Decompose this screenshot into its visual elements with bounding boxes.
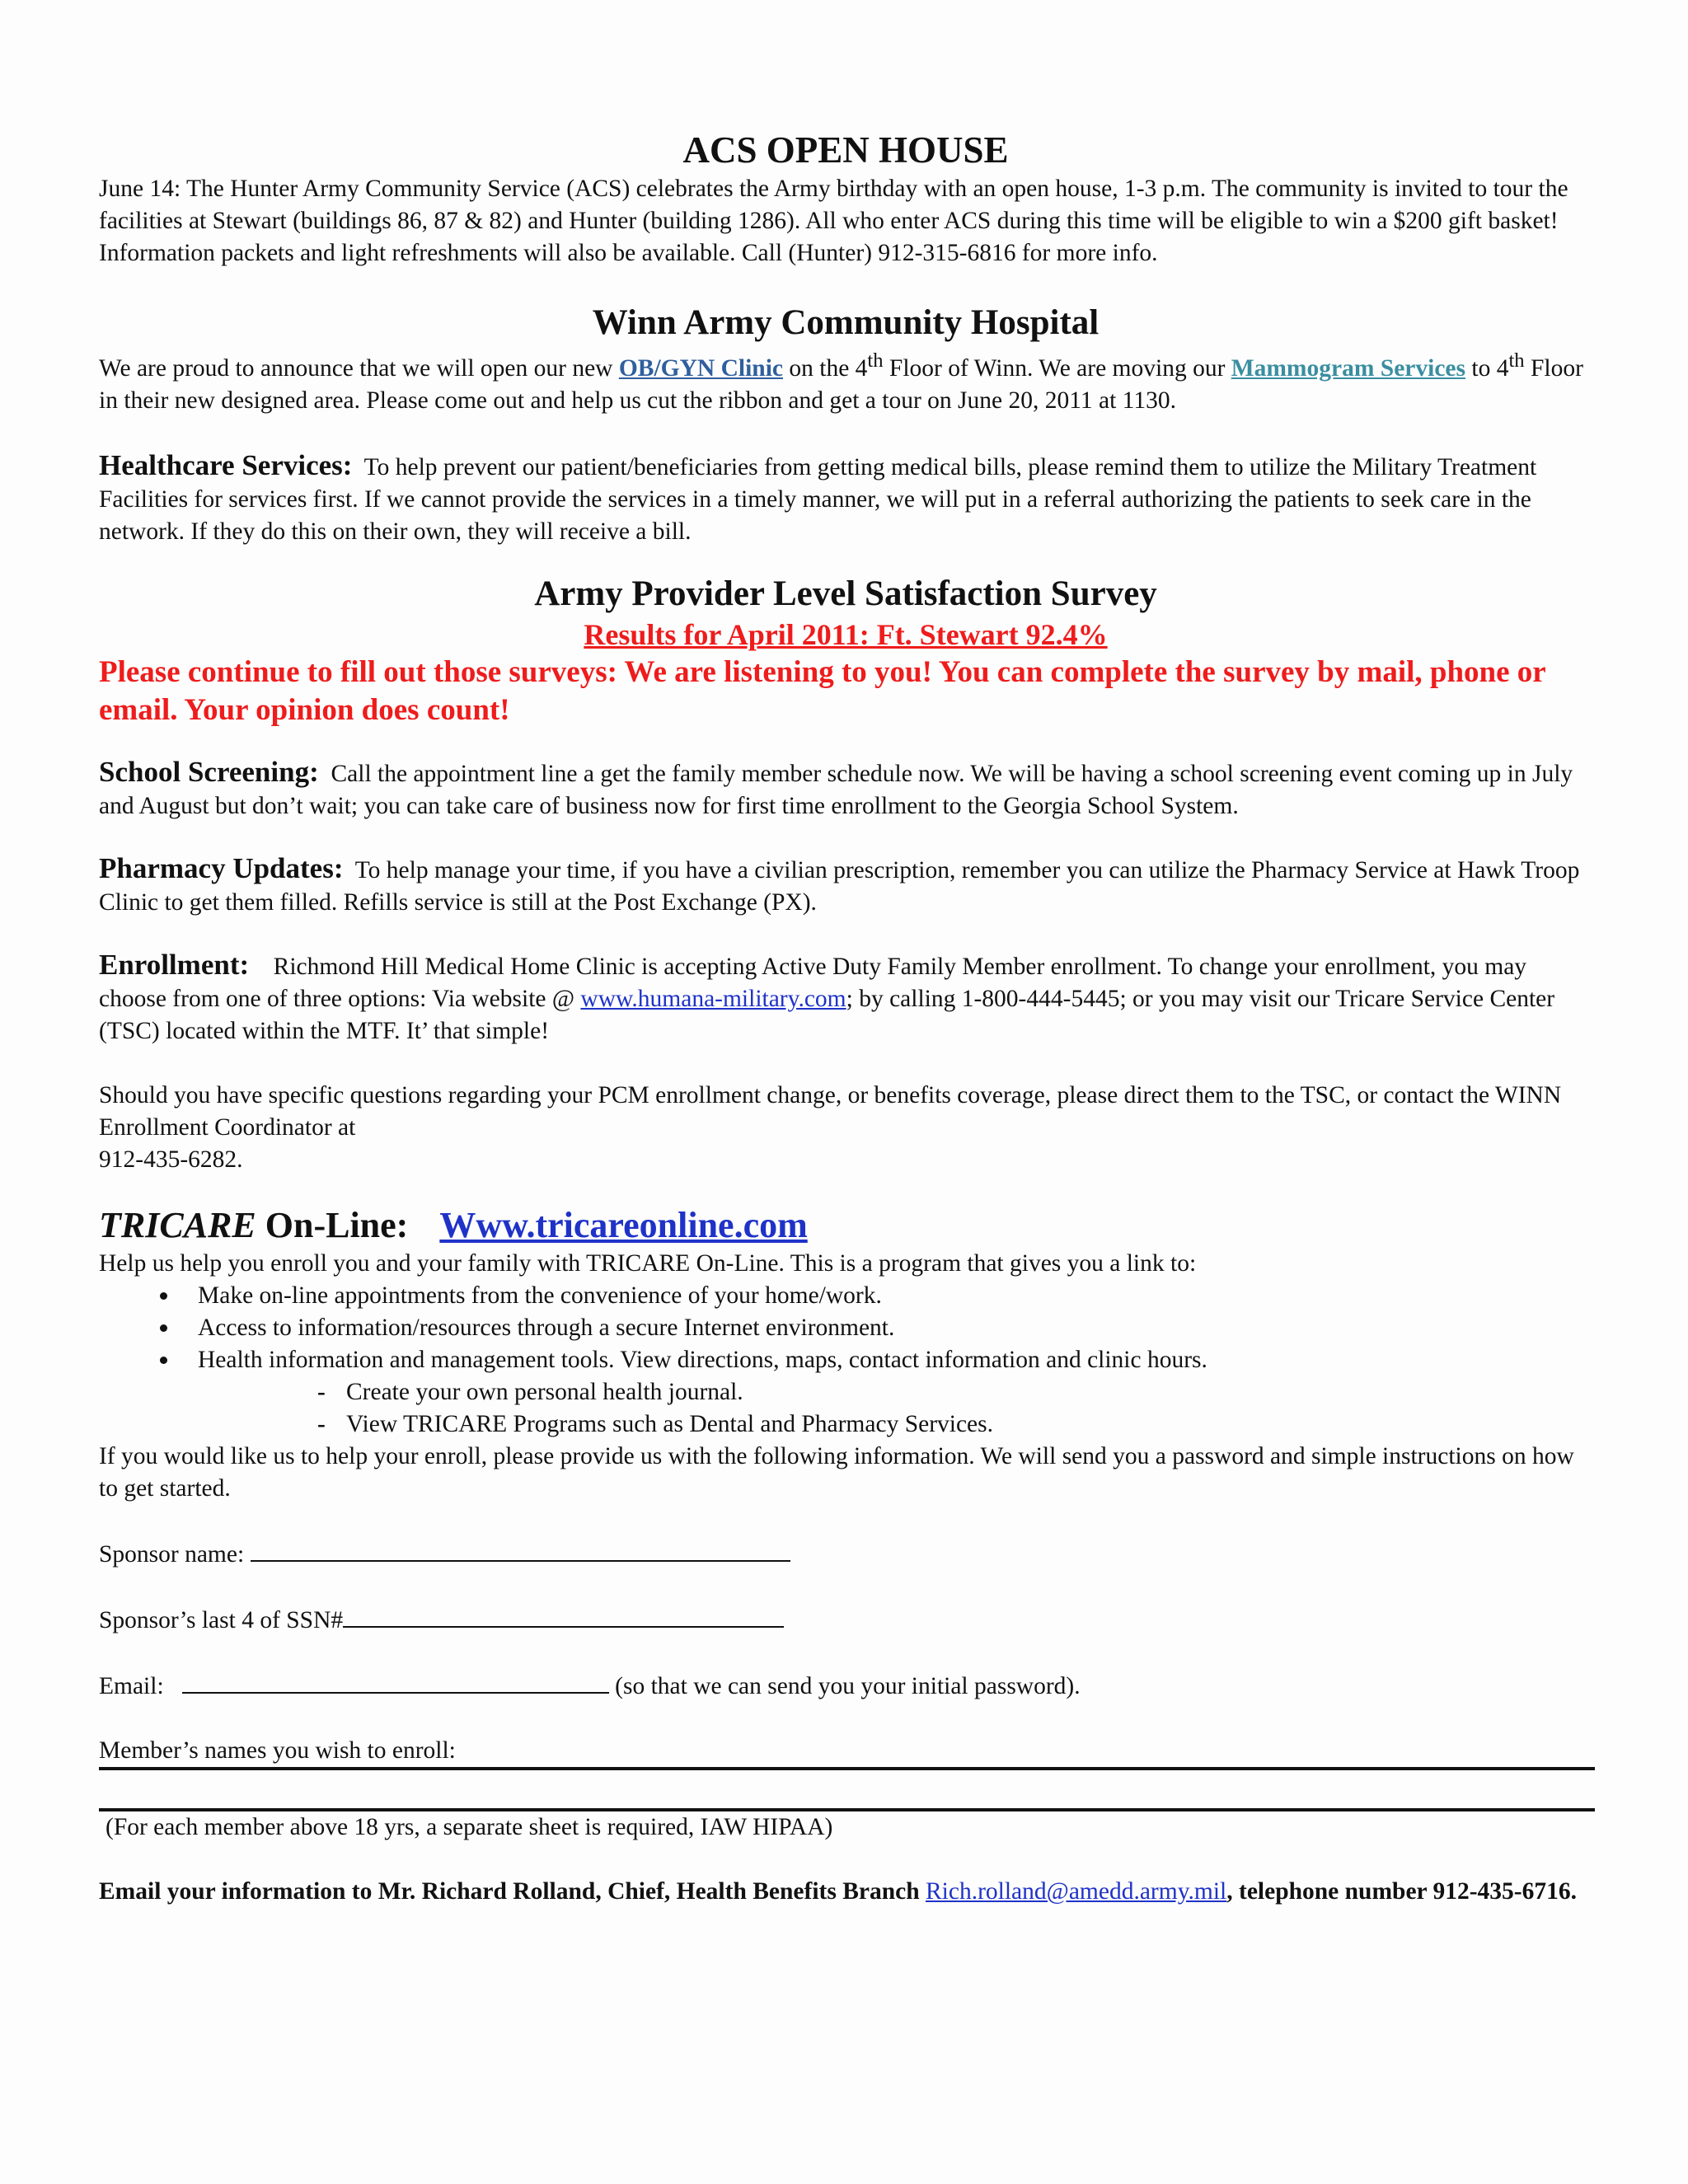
contact-email-link[interactable]: Rich.rolland@amedd.army.mil	[926, 1877, 1227, 1905]
sponsor-name-field[interactable]	[251, 1537, 790, 1562]
enrollment-lead: Enrollment:	[99, 948, 250, 981]
healthcare-section	[99, 449, 1592, 548]
tricare-closing: If you would like us to help your enroll, please provide us with the following information. We will send you a password and simple instructions on how to get started.	[99, 1442, 1574, 1502]
contact-text-1: Email your information to Mr. Richard Rolland, Chief, Health Benefits Branch	[99, 1877, 926, 1905]
winn-text-4: to 4	[1465, 354, 1509, 382]
tricare-intro: Help us help you enroll you and your family with TRICARE On-Line. This is a program that gives you a link to:	[99, 1249, 1197, 1277]
acs-title: ACS OPEN HOUSE	[682, 129, 1009, 171]
tricare-bullets	[99, 1280, 1592, 1376]
document-content	[99, 128, 1592, 1908]
enrollment-section	[99, 949, 1592, 1047]
healthcare-body: To help prevent our patient/beneficiaries from getting medical bills, please remind them to utilize the Military Treatment Facilities for services first. If we cannot provide the services in a timely manner, we will put in a referral authorizing the patients to seek care in the network. If they do this on their own, they will receive a bill.	[99, 453, 1537, 545]
tricare-title-italic: TRICARE	[99, 1204, 256, 1245]
humana-military-link[interactable]: www.humana-military.com	[580, 985, 846, 1012]
winn-body	[99, 344, 1592, 417]
winn-text-3: Floor of Winn. We are moving our	[883, 354, 1231, 382]
list-item: Access to information/resources through a secure Internet environment.	[198, 1312, 1592, 1344]
email-row	[99, 1669, 1592, 1703]
survey-results: Results for April 2011: Ft. Stewart 92.4%	[584, 617, 1108, 651]
winn-title: Winn Army Community Hospital	[592, 303, 1100, 342]
school-body: Call the appointment line a get the family member schedule now. We will be having a school screening event coming up in July and August but don’t wait; you can take care of business now for first time enrollment to the Georgia School System.	[99, 760, 1573, 819]
sponsor-name-label: Sponsor name:	[99, 1540, 245, 1568]
school-lead: School Screening:	[99, 755, 319, 788]
enrollment-questions: Should you have specific questions regarding your PCM enrollment change, or benefits coverage, please direct them to the TSC, or contact the WINN Enrollment Coordinator at	[99, 1081, 1562, 1141]
school-section	[99, 756, 1592, 823]
mammogram-services-link[interactable]: Mammogram Services	[1231, 354, 1466, 382]
ssn-field[interactable]	[343, 1603, 784, 1628]
email-note: (so that we can send you your initial password).	[615, 1672, 1081, 1699]
list-item: Make on-line appointments from the convenience of your home/work.	[198, 1280, 1592, 1312]
email-field[interactable]	[182, 1669, 609, 1694]
enrollment-phone: 912-435-6282.	[99, 1146, 243, 1173]
winn-text-1: We are proud to announce that we will open our new	[99, 354, 619, 382]
email-label: Email:	[99, 1672, 164, 1699]
pharmacy-lead: Pharmacy Updates:	[99, 851, 344, 884]
winn-sup-1: th	[867, 349, 884, 372]
sponsor-name-row	[99, 1537, 1592, 1571]
enrollment-body-1: Richmond Hill Medical Home Clinic is accepting Active Duty Family Member enrollment. To change your enrollment, you may choose from one of three options: Via website @	[99, 953, 1527, 1012]
tricare-title-rest: On-Line:	[256, 1204, 409, 1245]
contact-text-2: , telephone number 912-435-6716.	[1226, 1877, 1577, 1905]
list-item: Health information and management tools. View directions, maps, contact information and clinic hours.	[198, 1344, 1592, 1376]
members-field-space	[99, 1770, 1592, 1808]
winn-text-5: Floor in their new designed area. Please come out and help us cut the ribbon and get a tour on June 20, 2011 at 1130.	[99, 354, 1583, 414]
hipaa-note: (For each member above 18 yrs, a separate sheet is required, IAW HIPAA)	[106, 1813, 833, 1840]
ssn-label: Sponsor’s last 4 of SSN#	[99, 1606, 344, 1633]
pharmacy-section	[99, 852, 1592, 919]
healthcare-lead: Healthcare Services:	[99, 448, 353, 481]
enrollment-body-2: ; by calling 1-800-444-5445; or you may visit our Tricare Service Center (TSC) located within the MTF. It’ that simple!	[99, 985, 1555, 1044]
winn-text-2: on the 4	[783, 354, 868, 382]
list-item: - View TRICARE Programs such as Dental and Pharmacy Services.	[346, 1408, 1592, 1441]
members-label: Member’s names you wish to enroll:	[99, 1736, 456, 1764]
tricare-title	[99, 1202, 1592, 1248]
list-item: - Create your own personal health journal.	[346, 1376, 1592, 1408]
ssn-row	[99, 1603, 1592, 1637]
pharmacy-body: To help manage your time, if you have a civilian prescription, remember you can utilize the Pharmacy Service at Hawk Troop Clinic to get them filled. Refills service is still at the Post Exchange (PX).	[99, 856, 1580, 916]
tricare-subitems	[99, 1376, 1592, 1441]
survey-title: Army Provider Level Satisfaction Survey	[534, 574, 1157, 613]
acs-body: June 14: The Hunter Army Community Service (ACS) celebrates the Army birthday with an open house, 1-3 p.m. The community is invited to tour the facilities at Stewart (buildings 86, 87 & 82) and Hunter (building 1286). All who enter ACS during this time will be eligible to win a $200 gift basket! Information packets and light refreshments will also be available. Call (Hunter) 912-315-6816 for more info.	[99, 176, 1568, 266]
contact-info	[99, 1876, 1592, 1908]
survey-message: Please continue to fill out those surveys: We are listening to you! You can complete the survey by mail, phone or email. Your opinion does count!	[99, 654, 1546, 727]
obgyn-clinic-link[interactable]: OB/GYN Clinic	[618, 354, 783, 382]
tricareonline-link[interactable]: Www.tricareonline.com	[439, 1204, 808, 1245]
winn-sup-2: th	[1508, 349, 1525, 372]
